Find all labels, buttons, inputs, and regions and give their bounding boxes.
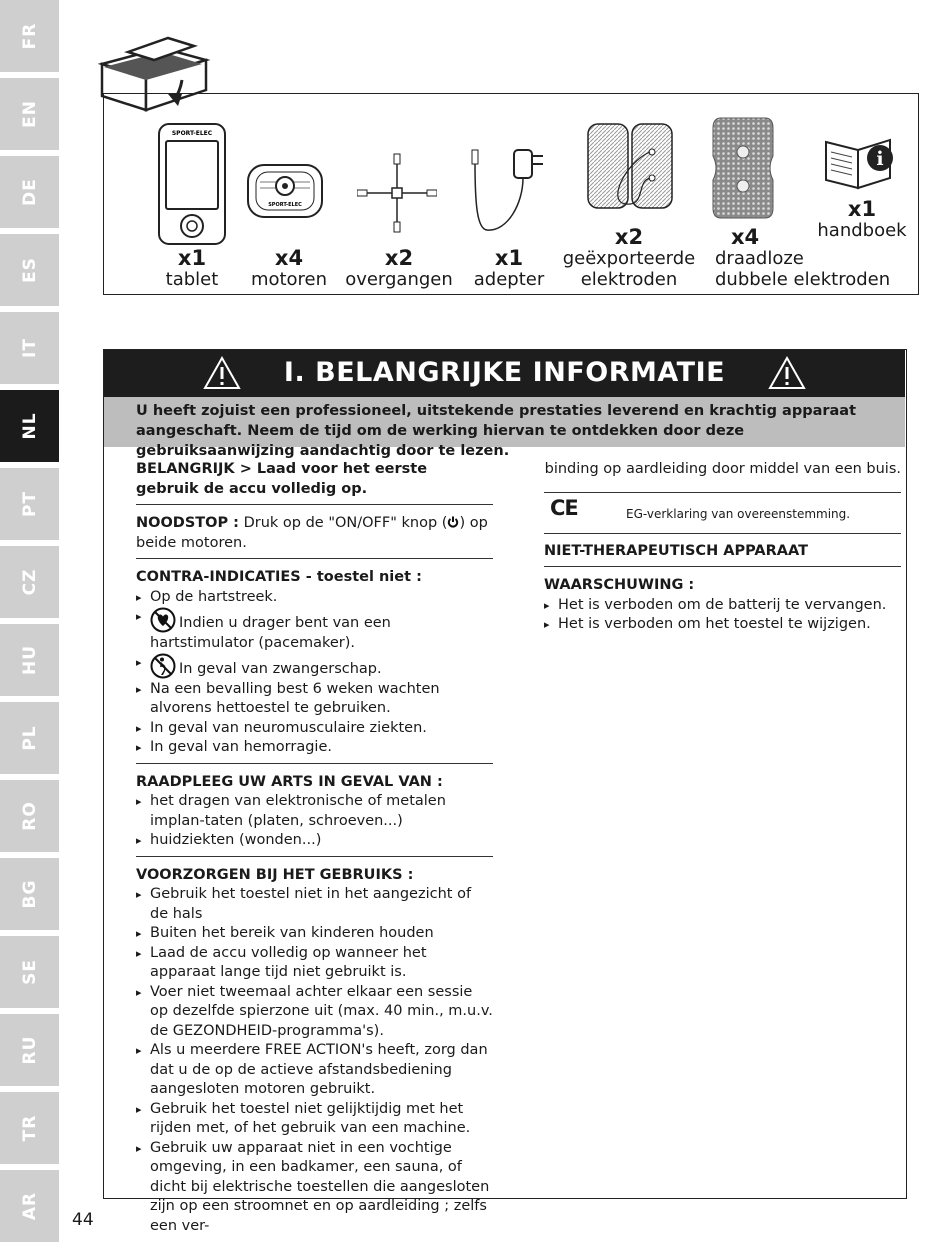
list-item: ▸ Op de hartstreek. bbox=[136, 588, 493, 608]
tablet-icon bbox=[157, 122, 227, 246]
svg-text:SPORT-ELEC: SPORT-ELEC bbox=[268, 202, 302, 208]
list-item: ▸ Gebruik uw apparaat niet in een vochtige omgeving, in een badkamer, een sauna, of dicht bij elektrische toestellen die aangesloten zijn op een stroomnet en op aardleiding ; zelfs een ver- bbox=[136, 1139, 493, 1237]
svg-text:i: i bbox=[876, 148, 884, 170]
wireless-electrodes-icon bbox=[711, 116, 775, 220]
important-note: BELANGRIJK > Laad voor het eerste gebruik de accu volledig op. bbox=[136, 460, 493, 505]
lang-tab-hu[interactable]: HU bbox=[0, 624, 59, 696]
list-item: ▸ In geval van hemorragie. bbox=[136, 738, 493, 758]
lang-tab-es[interactable]: ES bbox=[0, 234, 59, 306]
left-column bbox=[136, 460, 493, 1243]
list-item: ▸ Indien u drager bent van een hartstimulator (pacemaker). bbox=[136, 607, 493, 653]
lang-tab-cz[interactable]: CZ bbox=[0, 546, 59, 618]
list-item: ▸ Na een bevalling best 6 weken wachten alvorens hettoestel te gebruiken. bbox=[136, 680, 493, 719]
lang-tab-tr[interactable]: TR bbox=[0, 1092, 59, 1164]
page-number: 44 bbox=[72, 1210, 94, 1230]
list-item: ▸ In geval van neuromusculaire ziekten. bbox=[136, 719, 493, 739]
lang-tab-se[interactable]: SE bbox=[0, 936, 59, 1008]
list-item: ▸ Buiten het bereik van kinderen houden bbox=[136, 924, 493, 944]
item-wireless-electrodes: x4 draadloze dubbele elektroden bbox=[715, 225, 891, 290]
list-item: ▸ Gebruik het toestel niet gelijktijdig met het rijden met, of het gebruik van een machine. bbox=[136, 1100, 493, 1139]
item-motors: x4 motoren bbox=[250, 246, 328, 290]
list-item: ▸ het dragen van elektronische of metalen implan-taten (platen, schroeven...) bbox=[136, 792, 493, 831]
warning-icon bbox=[767, 355, 807, 391]
right-column bbox=[544, 460, 901, 635]
list-item: ▸ huidziekten (wonden...) bbox=[136, 831, 493, 851]
section-header bbox=[104, 350, 905, 397]
lang-tab-pt[interactable]: PT bbox=[0, 468, 59, 540]
lang-tab-en[interactable]: EN bbox=[0, 78, 59, 150]
ce-mark-icon: CE bbox=[550, 495, 578, 520]
motor-icon bbox=[246, 162, 324, 220]
continued-text: binding op aardleiding door middel van een buis. bbox=[544, 461, 901, 477]
svg-text:SPORT-ELEC: SPORT-ELEC bbox=[171, 130, 213, 137]
item-connectors: x2 overgangen bbox=[345, 246, 453, 290]
important-info-section bbox=[103, 349, 907, 1234]
connector-icon bbox=[357, 152, 437, 234]
emergency-stop: NOODSTOP : Druk op de "ON/OFF" knop ( ) op beide motoren. bbox=[136, 514, 493, 559]
item-wired-electrodes: x2 geëxporteerde elektroden bbox=[562, 225, 696, 290]
lang-tab-ar[interactable]: AR bbox=[0, 1170, 59, 1242]
lang-tab-ru[interactable]: RU bbox=[0, 1014, 59, 1086]
list-item: ▸ Gebruik het toestel niet in het aangezicht of de hals bbox=[136, 885, 493, 924]
lang-tab-de[interactable]: DE bbox=[0, 156, 59, 228]
list-item: ▸ Voer niet tweemaal achter elkaar een sessie op dezelfde spierzone uit (max. 40 min., m.u.v. de GEZONDHEID-programma's). bbox=[136, 983, 493, 1042]
language-tabs bbox=[0, 0, 59, 1243]
non-therapeutic-heading: NIET-THERAPEUTISCH APPARAAT bbox=[544, 534, 901, 568]
contraindications: CONTRA-INDICATIES - toestel niet : ▸ Op de hartstreek. ▸ Indien u drager bent van een hartstimulator (pacemaker). ▸ In geval van zwangerschap. ▸ Na een bevalling best 6 weken wachten alvorens hettoestel te gebruiken. ▸ In geval van neuromusculaire ziekten. ▸ In geval van hemorragie. bbox=[136, 568, 493, 764]
lang-tab-pl[interactable]: PL bbox=[0, 702, 59, 774]
lang-tab-ro[interactable]: RO bbox=[0, 780, 59, 852]
package-contents bbox=[103, 93, 919, 295]
no-pregnancy-icon bbox=[150, 653, 176, 679]
warning-section: WAARSCHUWING : ▸ Het is verboden om de batterij te vervangen. ▸ Het is verboden om het toestel te wijzigen. bbox=[544, 576, 901, 635]
precautions: VOORZORGEN BIJ HET GEBRUIKS : ▸ Gebruik het toestel niet in het aangezicht of de hals ▸ Buiten het bereik van kinderen houden ▸ Laad de accu volledig op wanneer het apparaat lange tijd niet gebruikt is. ▸ Voer niet tweemaal achter elkaar een sessie op dezelfde spierzone uit (max. 40 min., m.u.v. de GEZONDHEID-programma's). ▸ Als u meerdere FREE ACTION's heeft, zorg dan dat u de op de actieve afstandsbediening aangesloten motoren gebruikt. ▸ Gebruik het toestel niet gelijktijdig met het rijden met, of het gebruik van een machine. ▸ Gebruik uw apparaat niet in een vochtige omgeving, in een badkamer, een sauna, of dicht bij elektrische toestellen die aangesloten zijn op een stroomnet en op aardleiding ; zelfs een ver- bbox=[136, 866, 493, 1242]
lang-tab-nl[interactable]: NL bbox=[0, 390, 59, 462]
no-pacemaker-icon bbox=[150, 607, 176, 633]
manual-book-icon bbox=[822, 134, 900, 192]
item-manual: x1 handboek bbox=[817, 197, 907, 241]
list-item: ▸ Laad de accu volledig op wanneer het apparaat lange tijd niet gebruikt is. bbox=[136, 944, 493, 983]
consult-doctor: RAADPLEEG UW ARTS IN GEVAL VAN : ▸ het dragen van elektronische of metalen implan-taten (platen, schroeven...) ▸ huidziekten (wonden...) bbox=[136, 773, 493, 857]
list-item: ▸ Het is verboden om het toestel te wijzigen. bbox=[544, 615, 901, 635]
item-adapter: x1 adepter bbox=[473, 246, 545, 290]
item-tablet: x1 tablet bbox=[165, 246, 219, 290]
ce-declaration: CE EG-verklaring van overeenstemming. bbox=[544, 492, 901, 534]
wired-electrodes-icon bbox=[586, 122, 676, 214]
list-item: ▸ Als u meerdere FREE ACTION's heeft, zorg dan dat u de op de actieve afstandsbediening aangesloten motoren gebruikt. bbox=[136, 1041, 493, 1100]
power-icon bbox=[447, 516, 459, 528]
section-title: I. BELANGRIJKE INFORMATIE bbox=[283, 357, 726, 388]
adapter-icon bbox=[467, 144, 551, 240]
list-item: ▸ Het is verboden om de batterij te vervangen. bbox=[544, 596, 901, 616]
list-item: ▸ In geval van zwangerschap. bbox=[136, 653, 493, 680]
intro-text: U heeft zojuist een professioneel, uitstekende prestaties leverend en krachtig apparaat aangeschaft. Neem de tijd om de werking hiervan te ontdekken door deze gebruiksaanwijzing aandachtig door te lezen. bbox=[104, 397, 905, 447]
lang-tab-it[interactable]: IT bbox=[0, 312, 59, 384]
lang-tab-bg[interactable]: BG bbox=[0, 858, 59, 930]
lang-tab-fr[interactable]: FR bbox=[0, 0, 59, 72]
